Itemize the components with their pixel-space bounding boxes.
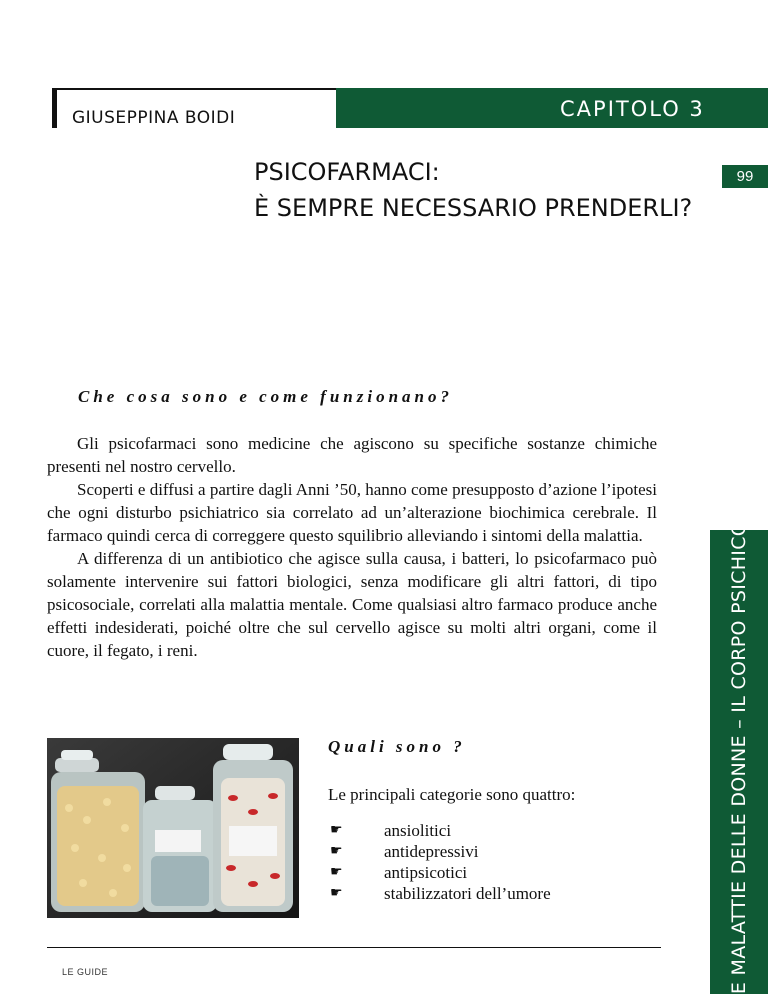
title-line-2: È SEMPRE NECESSARIO PRENDERLI? — [254, 194, 693, 222]
section-body — [47, 432, 657, 662]
side-band-label: LE MALATTIE DELLE DONNE – IL CORPO PSICHICO — [728, 520, 750, 1005]
footer-label: LE GUIDE — [62, 967, 109, 977]
section-heading-what: Che cosa sono e come funzionano? — [78, 387, 453, 406]
author-name: GIUSEPPINA BOIDI — [72, 108, 236, 128]
chapter-label: CAPITOLO 3 — [560, 97, 705, 121]
title-line-1: PSICOFARMACI: — [254, 158, 440, 186]
header-left-bar — [52, 88, 57, 128]
footer-rule — [47, 947, 661, 948]
header-rule — [52, 88, 336, 90]
paragraph: Scoperti e diffusi a partire dagli Anni ’50, hanno come presupposto d’azione l’ipotesi che ogni disturbo psichiatrico sia correlato ad un’alterazione biochimica cerebrale. Il farmaco quindi cerca di correggere questo squilibrio alleviando i sintomi della malattia. — [47, 480, 657, 545]
pill-jars-illustration — [47, 738, 299, 918]
page-number: 99 — [736, 168, 754, 185]
paragraph: Gli psicofarmaci sono medicine che agiscono su specifiche sostanze chimiche presenti nel nostro cervello. — [47, 434, 657, 476]
pointing-hand-icon: ☛ — [330, 823, 343, 838]
pill-jars-photo — [47, 738, 299, 918]
pointing-hand-icon: ☛ — [330, 844, 343, 859]
section-heading-which: Quali sono ? — [328, 737, 466, 756]
categories-intro: Le principali categorie sono quattro: — [328, 785, 576, 804]
paragraph: A differenza di un antibiotico che agisce sulla causa, i batteri, lo psicofarmaco può solamente intervenire sui fattori biologici, senza modificare gli altri fattori, di tipo psicosociale, correlati alla malattia mentale. Come qualsiasi altro farmaco produce anche effetti indesiderati, poiché oltre che sul cervello agisce su molti altri organi, come il cuore, il fegato, i reni. — [47, 549, 657, 660]
pointing-hand-icon: ☛ — [330, 886, 343, 901]
chapter-title — [254, 154, 692, 226]
pointing-hand-icon: ☛ — [330, 865, 343, 880]
